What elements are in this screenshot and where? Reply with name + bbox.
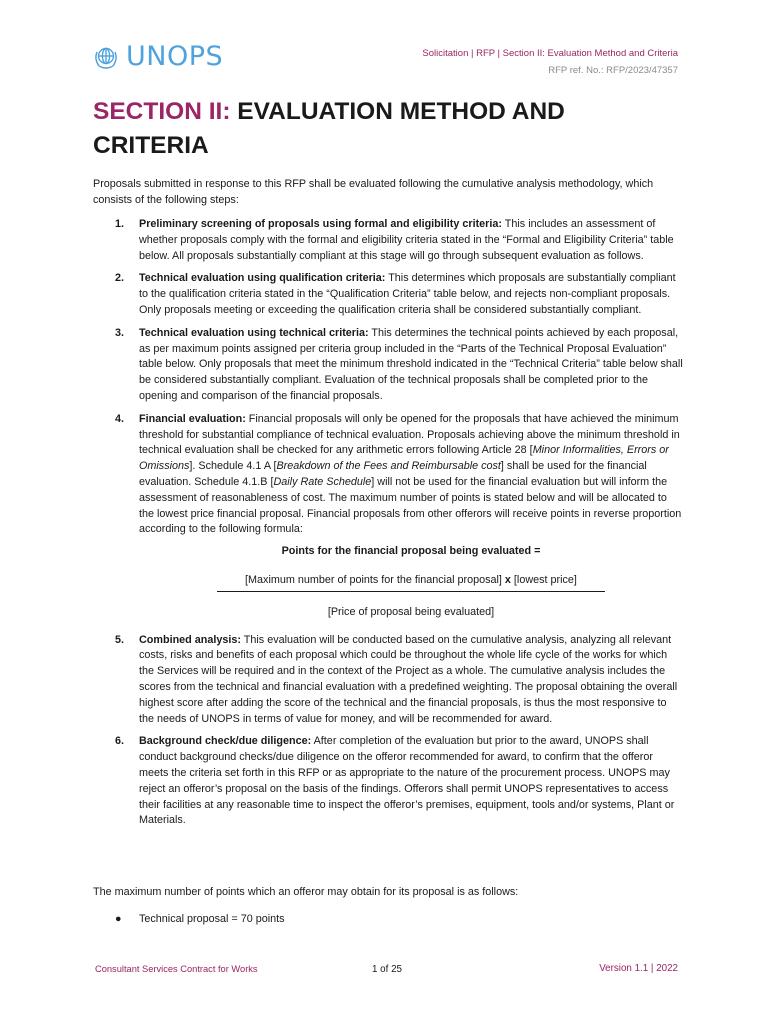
rfp-reference: RFP ref. No.: RFP/2023/47357 xyxy=(548,65,678,76)
step-item xyxy=(93,217,683,264)
article-reference: Minor Informalities, Errors or Omissions xyxy=(139,444,669,473)
step-text: This determines the technical points achieved by each proposal, as per maximum points assigned per criteria group included in the “Parts of the Technical Proposal Evaluation” table below. Only proposals that meet the minimum threshold indicated in the “Technical Criteria” table below shall be considered substantially compliant. Evaluation of the technical proposals shall be completed prior to the opening and comparison of the financial proposals. xyxy=(139,326,683,402)
intro-paragraph: Proposals submitted in response to this RFP shall be evaluated following the cumulative analysis methodology, which consists of the following steps: xyxy=(93,178,654,206)
title-accent: SECTION II: xyxy=(93,98,231,125)
formula-denominator: [Price of proposal being evaluated] xyxy=(327,605,495,618)
step-number: 3. xyxy=(115,326,125,339)
step-number: 5. xyxy=(115,633,125,646)
bullet-icon: ● xyxy=(115,913,122,925)
step-item xyxy=(93,412,683,621)
step-number: 1. xyxy=(115,218,125,230)
footer-version: Version 1.1 | 2022 xyxy=(599,963,678,974)
schedule-reference: Breakdown of the Fees and Reimbursable cost xyxy=(276,460,501,473)
step-heading: Background check/due diligence: xyxy=(139,735,312,748)
step-heading: Preliminary screening of proposals using formal and eligibility criteria: xyxy=(139,218,502,230)
step-item xyxy=(93,734,683,829)
step-item xyxy=(93,271,683,318)
step-text: This determines which proposals are substantially compliant to the qualification criteria stated in the “Qualification Criteria” table below, and rejects non-compliant proposals. Only proposals meeting or exceeding the qualification criteria shall be considered substantially compliant. xyxy=(139,272,676,316)
unops-logo xyxy=(92,42,223,72)
step-number: 4. xyxy=(115,412,125,425)
step-item xyxy=(93,633,683,728)
financial-formula xyxy=(139,544,683,620)
multiply-sign: x xyxy=(504,573,511,586)
step-heading: Technical evaluation using technical criteria: xyxy=(139,326,369,339)
numerator-right: [lowest price] xyxy=(510,573,577,586)
fraction-line xyxy=(217,591,605,592)
step-heading: Combined analysis: xyxy=(139,633,241,646)
schedule-reference: Daily Rate Schedule xyxy=(273,475,372,488)
step-item xyxy=(93,326,683,405)
step-text: Financial proposals will only be opened for the proposals that have achieved the minimum threshold for substantial compliance of technical evaluation. Proposals achieving above the minimum threshold in technical evaluation shall be checked for any arithmetic errors following Article 28 [ xyxy=(139,412,680,457)
step-text: After completion of the evaluation but prior to the award, UNOPS shall conduct background checks/due diligence on the offeror recommended for award, to confirm that the offeror meets the criteria set forth in this RFP or as appropriate to the nature of the procurement process. UNOPS may reject an offeror’s proposal on the basis of the findings. Offerors shall permit UNOPS representatives to access their facilities at any reasonable time to inspect the offeror’s premises, equipment, tools and/or systems, Plant or Materials. xyxy=(139,735,675,827)
closing-paragraph: The maximum number of points which an offeror may obtain for its proposal is as follows: xyxy=(93,886,519,898)
step-number: 6. xyxy=(115,735,125,748)
title-rest: EVALUATION METHOD AND CRITERIA xyxy=(93,98,565,159)
formula-title: Points for the financial proposal being evaluated = xyxy=(281,545,541,558)
step-text: ] shall be used for the financial evaluation. Schedule 4.1.B [ xyxy=(139,460,647,488)
breadcrumb: Solicitation | RFP | Section II: Evaluation Method and Criteria xyxy=(422,48,678,59)
footer-document-name: Consultant Services Contract for Works xyxy=(95,964,258,974)
step-text: ]. Schedule 4.1 A [ xyxy=(189,460,277,473)
un-emblem-icon xyxy=(92,43,120,71)
evaluation-steps-list xyxy=(93,217,683,836)
formula-numerator xyxy=(139,573,683,589)
page-number: 1 of 25 xyxy=(372,964,402,975)
list-item xyxy=(93,911,285,927)
step-text: This evaluation will be conducted based on the cumulative analysis, analyzing all relevant costs, risks and benefits of each proposal which could be throughout the whole life cycle of the works for which the Services will be required and in the context of the Project as a whole. The cumulative analysis includes the scores from the technical and financial evaluation with a predefined weighting. The proposal obtaining the overall highest score after adding the score of the technical and the financial proposals, is thus the most responsive to the needs of UNOPS in terms of value for money, and will be recommended for award. xyxy=(139,633,678,725)
logo-wordmark: UNOPS xyxy=(126,41,224,72)
page-title xyxy=(93,95,653,163)
step-number: 2. xyxy=(115,272,125,285)
bullet-text: Technical proposal = 70 points xyxy=(139,913,285,925)
step-heading: Financial evaluation: xyxy=(139,412,246,425)
step-text: This includes an assessment of whether proposals comply with the formal and eligibility criteria stated in the “Formal and Eligibility Criteria” table below. All proposals substantially compliant at this stage will go through subsequent evaluation as follows. xyxy=(139,218,674,262)
document-header xyxy=(422,45,678,79)
step-heading: Technical evaluation using qualification criteria: xyxy=(139,272,386,285)
numerator-left: [Maximum number of points for the financial proposal] xyxy=(245,573,505,586)
step-text: ] will not be used for the financial evaluation but will inform the assessment of reasonableness of cost. The maximum number of points is stated below and will be allocated to the lowest price financial proposal. Financial proposals from other offerors will receive points in reverse proportion according to the following formula: xyxy=(139,475,682,536)
